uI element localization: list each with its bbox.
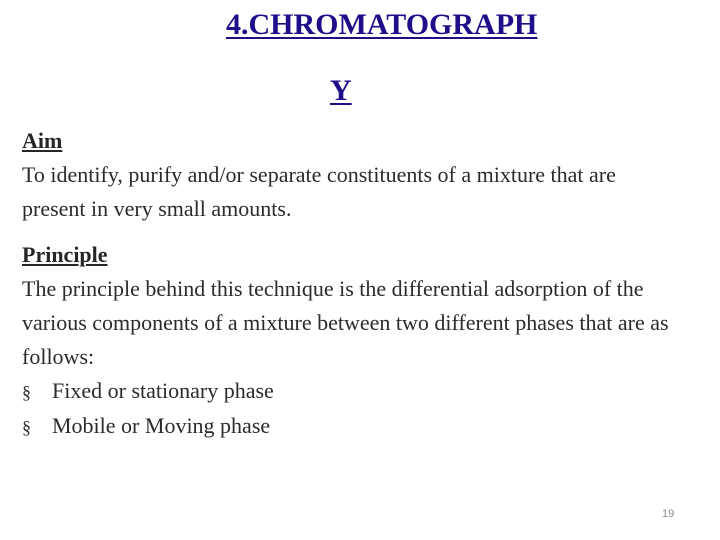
principle-heading: Principle [22,242,108,267]
section-spacer [22,226,682,238]
page-number: 19 [662,508,675,520]
aim-text: To identify, purify and/or separate constituents of a mixture that are present in very small amounts. [22,162,616,221]
slide-content [22,124,682,444]
slide-title-line-1: 4.CHROMATOGRAPH [226,8,538,41]
slide-title-line-2: Y [330,74,352,107]
bullet-marker-icon: § [22,417,31,437]
bullet-marker-icon: § [22,382,31,402]
aim-heading: Aim [22,128,63,153]
list-item [22,409,682,444]
list-item-text: Fixed or stationary phase [52,378,274,403]
phase-list [22,374,682,444]
principle-text: The principle behind this technique is the differential adsorption of the various components of a mixture between two different phases that are as follows: [22,276,669,369]
list-item-text: Mobile or Moving phase [52,413,271,438]
list-item [22,374,682,409]
